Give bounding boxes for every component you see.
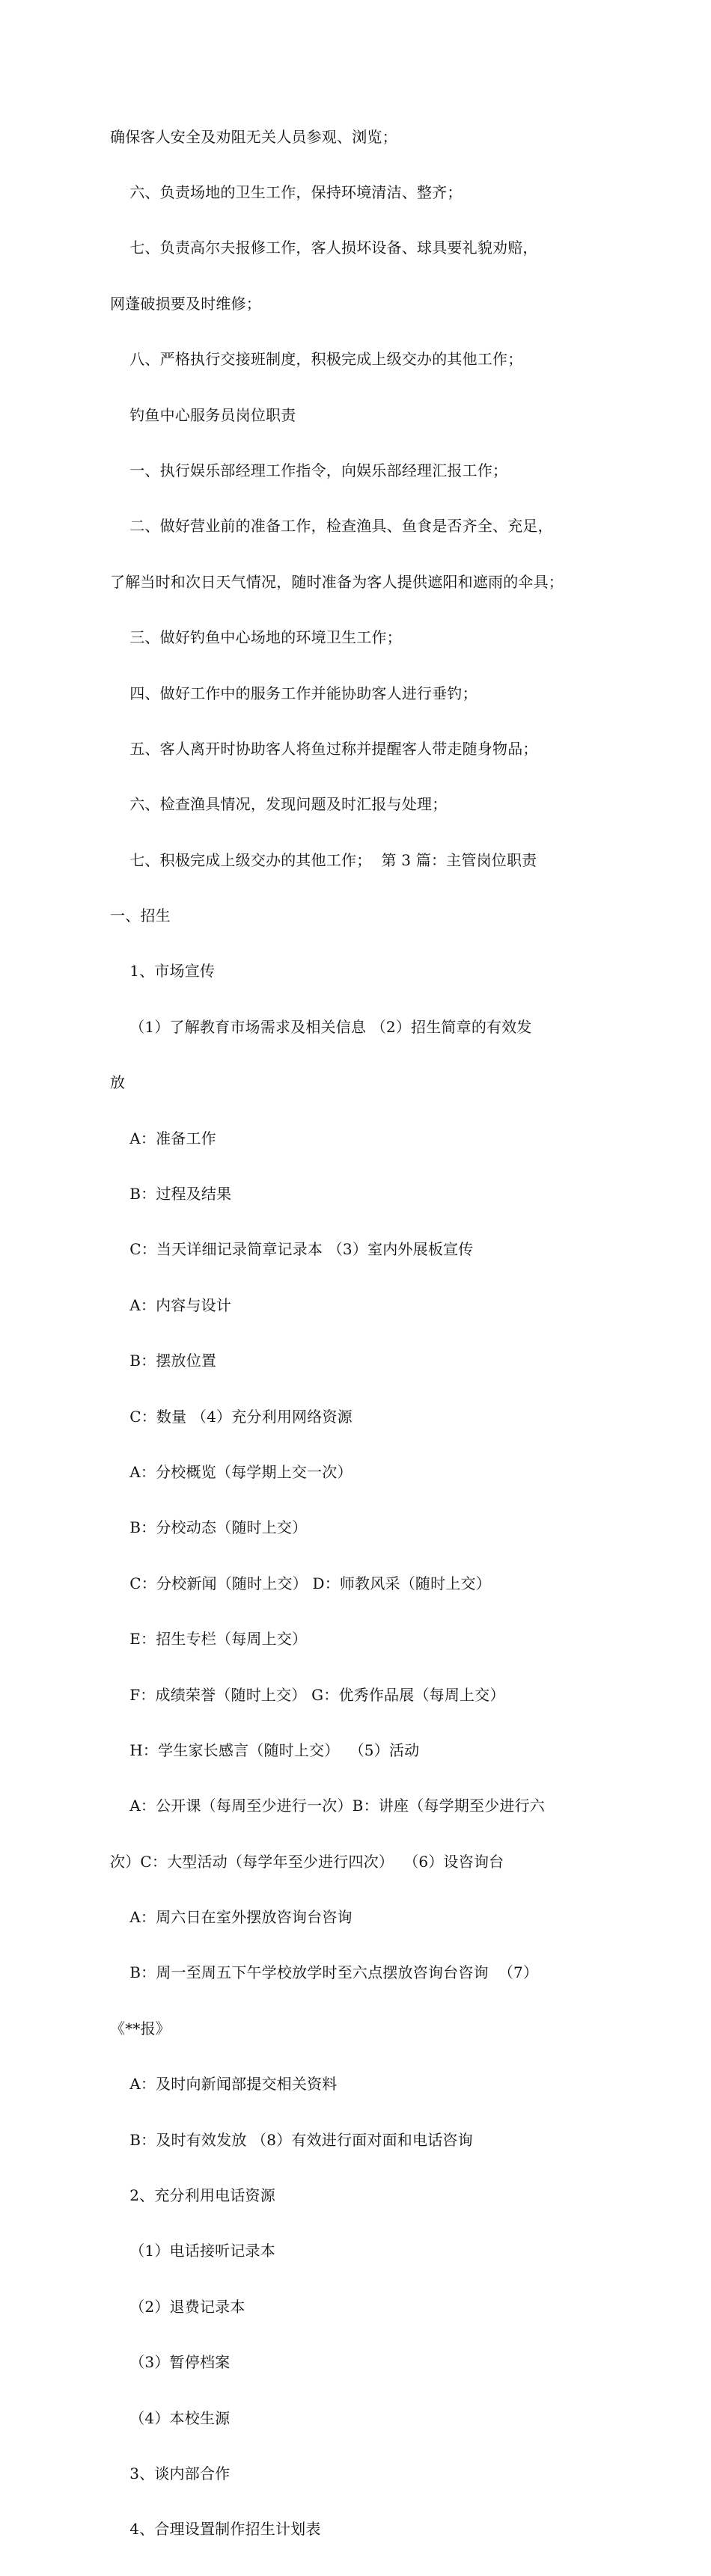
text-line: 网蓬破损要及时维修； — [110, 294, 261, 313]
text-line: 3、谈内部合作 — [110, 2465, 231, 2483]
text-line: 七、负责高尔夫报修工作，客人损坏设备、球具要礼貌劝赔， — [110, 239, 538, 257]
text-line: H：学生家长感言（随时上交） （5）活动 — [110, 1741, 420, 1759]
text-line: 六、负责场地的卫生工作，保持环境清洁、整齐； — [110, 183, 463, 201]
text-line: C：当天详细记录简章记录本 （3）室内外展板宣传 — [110, 1240, 474, 1259]
text-line: 《**报》 — [110, 2019, 171, 2037]
text-line: （1）电话接听记录本 — [110, 2242, 275, 2260]
text-line: （3）暂停档案 — [110, 2353, 231, 2372]
text-line: A：准备工作 — [110, 1129, 216, 1147]
text-line: C：分校新闻（随时上交） D：师教风采（随时上交） — [110, 1574, 491, 1592]
text-line: （1）了解教育市场需求及相关信息 （2）招生简章的有效发 — [110, 1017, 532, 1036]
text-line: 七、积极完成上级交办的其他工作； 第 3 篇：主管岗位职责 — [110, 850, 537, 869]
text-line: 一、执行娱乐部经理工作指令，向娱乐部经理汇报工作； — [110, 461, 508, 479]
text-line: 2、充分利用电话资源 — [110, 2186, 275, 2205]
text-line: （2）退费记录本 — [110, 2297, 245, 2316]
text-line: A：内容与设计 — [110, 1295, 232, 1314]
text-line: 五、客人离开时协助客人将鱼过称并提醒客人带走随身物品； — [110, 739, 538, 758]
text-line: B：分校动态（随时上交） — [110, 1518, 308, 1537]
text-line: B：过程及结果 — [110, 1185, 232, 1203]
text-line: F：成绩荣誉（随时上交） G：优秀作品展（每周上交） — [110, 1685, 505, 1704]
text-line: B：摆放位置 — [110, 1352, 217, 1370]
text-line: 了解当时和次日天气情况，随时准备为客人提供遮阳和遮雨的伞具； — [110, 572, 564, 591]
text-line: 二、做好营业前的准备工作，检查渔具、鱼食是否齐全、充足， — [110, 517, 553, 536]
text-line: E：招生专栏（每周上交） — [110, 1630, 308, 1649]
text-line: 确保客人安全及劝阻无关人员参观、浏览； — [110, 127, 397, 146]
text-line: A：周六日在室外摆放咨询台咨询 — [110, 1908, 353, 1927]
text-line: A：及时向新闻部提交相关资料 — [110, 2075, 338, 2094]
document-body — [110, 91, 611, 2576]
text-line: （4）本校生源 — [110, 2408, 231, 2427]
text-line: 四、做好工作中的服务工作并能协助客人进行垂钓； — [110, 684, 477, 702]
text-line: B：及时有效发放 （8）有效进行面对面和电话咨询 — [110, 2130, 473, 2149]
text-line: 三、做好钓鱼中心场地的环境卫生工作； — [110, 628, 402, 647]
text-line: A：分校概览（每学期上交一次） — [110, 1462, 353, 1481]
text-line: 放 — [110, 1073, 126, 1092]
text-line: 六、检查渔具情况，发现问题及时汇报与处理； — [110, 795, 448, 814]
section-heading: 一、招生 — [110, 907, 171, 925]
section-heading: 钓鱼中心服务员岗位职责 — [110, 405, 296, 424]
text-line: B：周一至周五下午学校放学时至六点摆放咨询台咨询 （7） — [110, 1963, 539, 1982]
text-line: A：公开课（每周至少进行一次）B：讲座（每学期至少进行六 — [110, 1797, 545, 1815]
text-line: 4、合理设置制作招生计划表 — [110, 2520, 321, 2539]
text-line: 八、严格执行交接班制度，积极完成上级交办的其他工作； — [110, 350, 523, 369]
text-line: C：数量 （4）充分利用网络资源 — [110, 1407, 353, 1426]
text-line: 1、市场宣传 — [110, 962, 216, 981]
text-line: 次）C：大型活动（每学年至少进行四次） （6）设咨询台 — [110, 1852, 504, 1871]
